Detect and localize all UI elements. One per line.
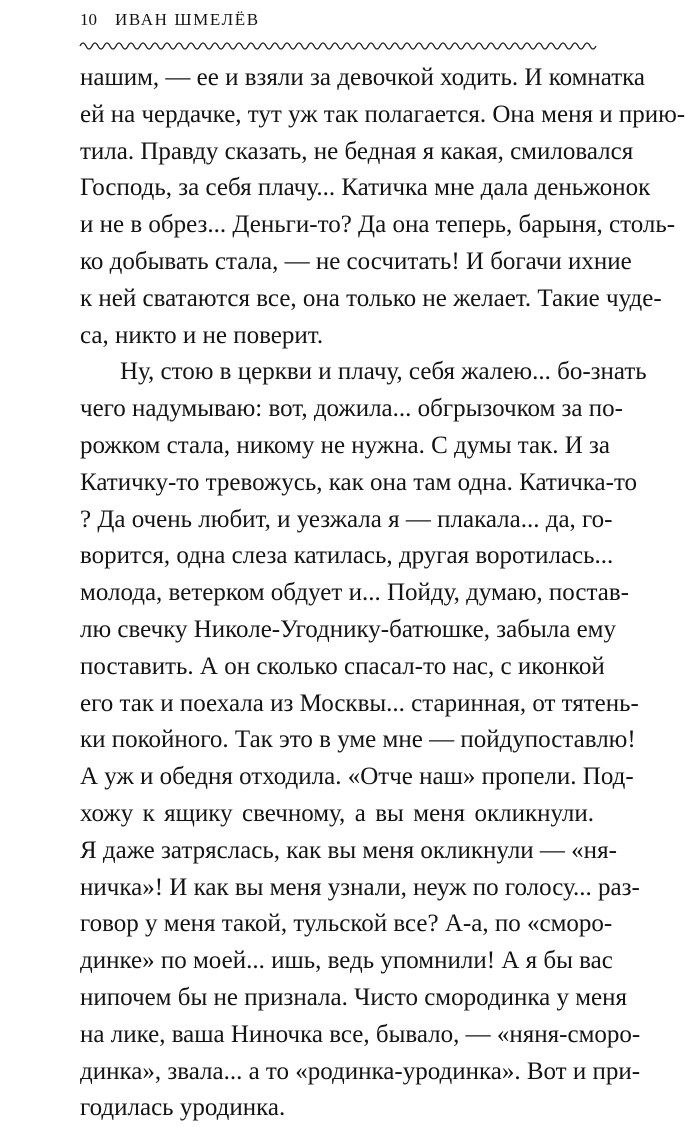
running-head-author: ИВАН ШМЕЛЁВ (115, 10, 260, 29)
text-line: молода, ветерком обдует и... Пойду, думаю, постав- (80, 579, 629, 607)
text-line: ки покойного. Так это в уме мне — пойдупоставлю! (80, 726, 636, 754)
page-number: 10 (80, 10, 97, 29)
text-line: нипочем бы не признала. Чисто смородинка у меня (80, 983, 628, 1011)
text-line: на лике, ваша Ниночка все, бывало, — «няня-сморо- (80, 1020, 641, 1048)
text-line: лю свечку Николе-Угоднику-батюшке, забыла ему (80, 615, 616, 643)
text-line: ворится, одна слеза катилась, другая воротилась... (80, 542, 614, 570)
text-line: ? Да очень любит, и уезжала я — плакала... да, го- (80, 505, 613, 533)
text-line: Ну, стою в церкви и плачу, себя жалею... бо-знать (120, 358, 647, 386)
text-line: нашим, — ее и взяли за девочкой ходить. И комнатка (80, 64, 646, 91)
ornament-divider (80, 40, 594, 52)
text-line: Я даже затряслась, как вы меня окликнули — «ня- (80, 836, 617, 864)
text-line: ничка»! И как вы меня узнали, неуж по голосу... раз- (80, 873, 640, 901)
text-line: к ней сватаются все, она только не желает. Такие чуде- (80, 284, 662, 312)
text-line: хожу к ящику свечному, а вы меня окликнули. (80, 799, 594, 827)
text-line: динке» по моей... ишь, ведь упомнили! А я бы вас (80, 947, 613, 975)
text-line: А уж и обедня отходила. «Отче наш» пропели. Под- (80, 763, 634, 791)
text-line: чего надумываю: вот, дожила... обгрызочком за по- (80, 395, 623, 423)
text-line: тила. Правду сказать, не бедная я какая, смиловался (80, 137, 634, 165)
text-line: ко добывать стала, — не сосчитать! И богачи ихние (80, 247, 632, 275)
text-line: говор у меня такой, тульской все? А-а, по «сморо- (80, 910, 613, 938)
text-line: и не в обрез... Деньги-то? Да она теперь, барыня, столь- (80, 211, 676, 239)
text-line: годилась уродинка. (80, 1094, 286, 1122)
text-line: поставить. А он сколько спасал-то нас, с иконкой (80, 652, 605, 680)
running-header (80, 10, 594, 30)
text-line: его так и поехала из Москвы... старинная, от тятень- (80, 689, 639, 717)
text-line: Катичку-то тревожусь, как она там одна. Катичка-то (80, 468, 638, 496)
text-line: динка», звала... а то «родинка-уродинка». Вот и при- (80, 1057, 641, 1085)
body-text (80, 60, 685, 1127)
text-line: Господь, за себя плачу... Катичка мне дала деньжонок (80, 174, 651, 202)
text-line: са, никто и не поверит. (80, 321, 324, 349)
text-line: ей на чердачке, тут уж так полагается. Она меня и прию- (80, 100, 685, 128)
text-line: рожком стала, никому не нужна. С думы так. И за (80, 431, 611, 459)
